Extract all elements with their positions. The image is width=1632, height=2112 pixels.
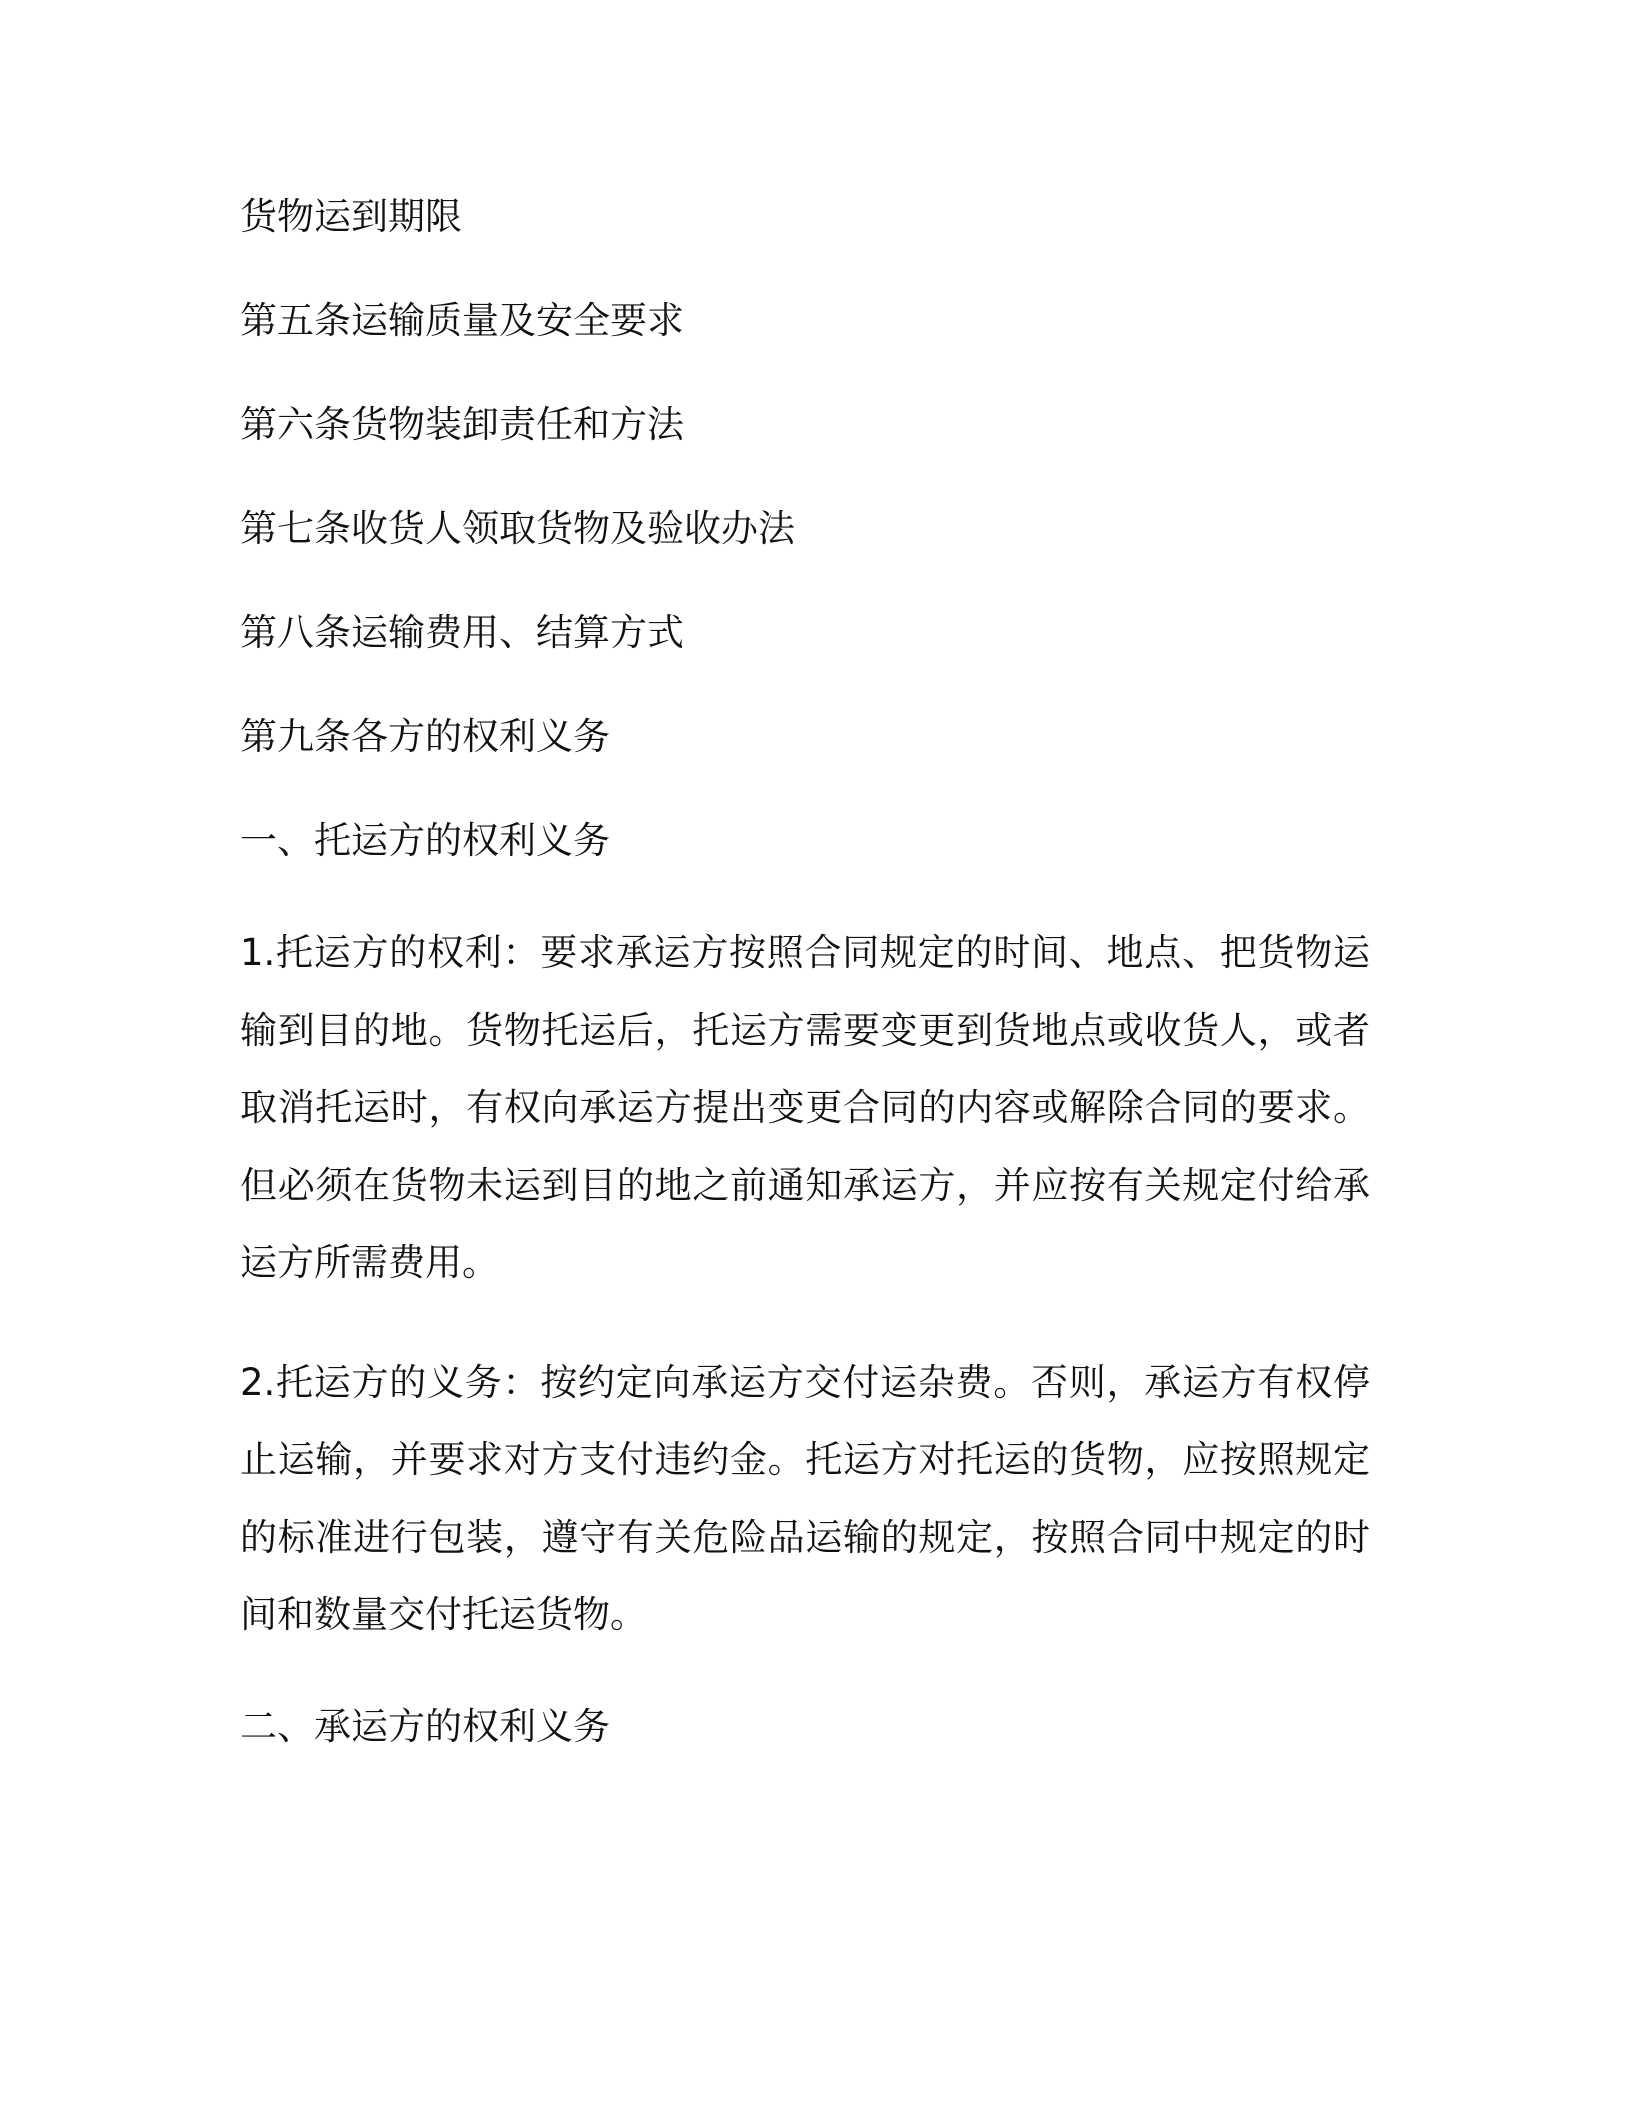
document-body — [240, 186, 1370, 1800]
section-2-heading: 二、承运方的权利义务 — [240, 1704, 610, 1748]
article-7-heading: 第七条收货人领取货物及验收办法 — [240, 507, 795, 550]
shipper-rights-paragraph: 1.托运方的权利：要求承运方按照合同规定的时间、地点、把货物运输到目的地。货物托运后，托运方需要变更到货地点或收货人，或者取消托运时，有权向承运方提出变更合同的内容或解除合同的要求。但必须在货物未运到目的地之前通知承运方，并应按有关规定付给承运方所需费用。 — [240, 931, 1370, 1284]
article-8-heading: 第八条运输费用、结算方式 — [240, 611, 684, 654]
article-5-heading: 第五条运输质量及安全要求 — [240, 299, 684, 342]
line-delivery-deadline: 货物运到期限 — [240, 195, 462, 238]
article-9-heading: 第九条各方的权利义务 — [240, 715, 610, 758]
shipper-obligations-paragraph: 2.托运方的义务：按约定向承运方交付运杂费。否则，承运方有权停止运输，并要求对方支付违约金。托运方对托运的货物，应按照规定的标准进行包装，遵守有关危险品运输的规定，按照合同中规定的时间和数量交付托运货物。 — [240, 1360, 1370, 1636]
article-6-heading: 第六条货物装卸责任和方法 — [240, 403, 684, 446]
section-1-heading: 一、托运方的权利义务 — [240, 819, 610, 862]
